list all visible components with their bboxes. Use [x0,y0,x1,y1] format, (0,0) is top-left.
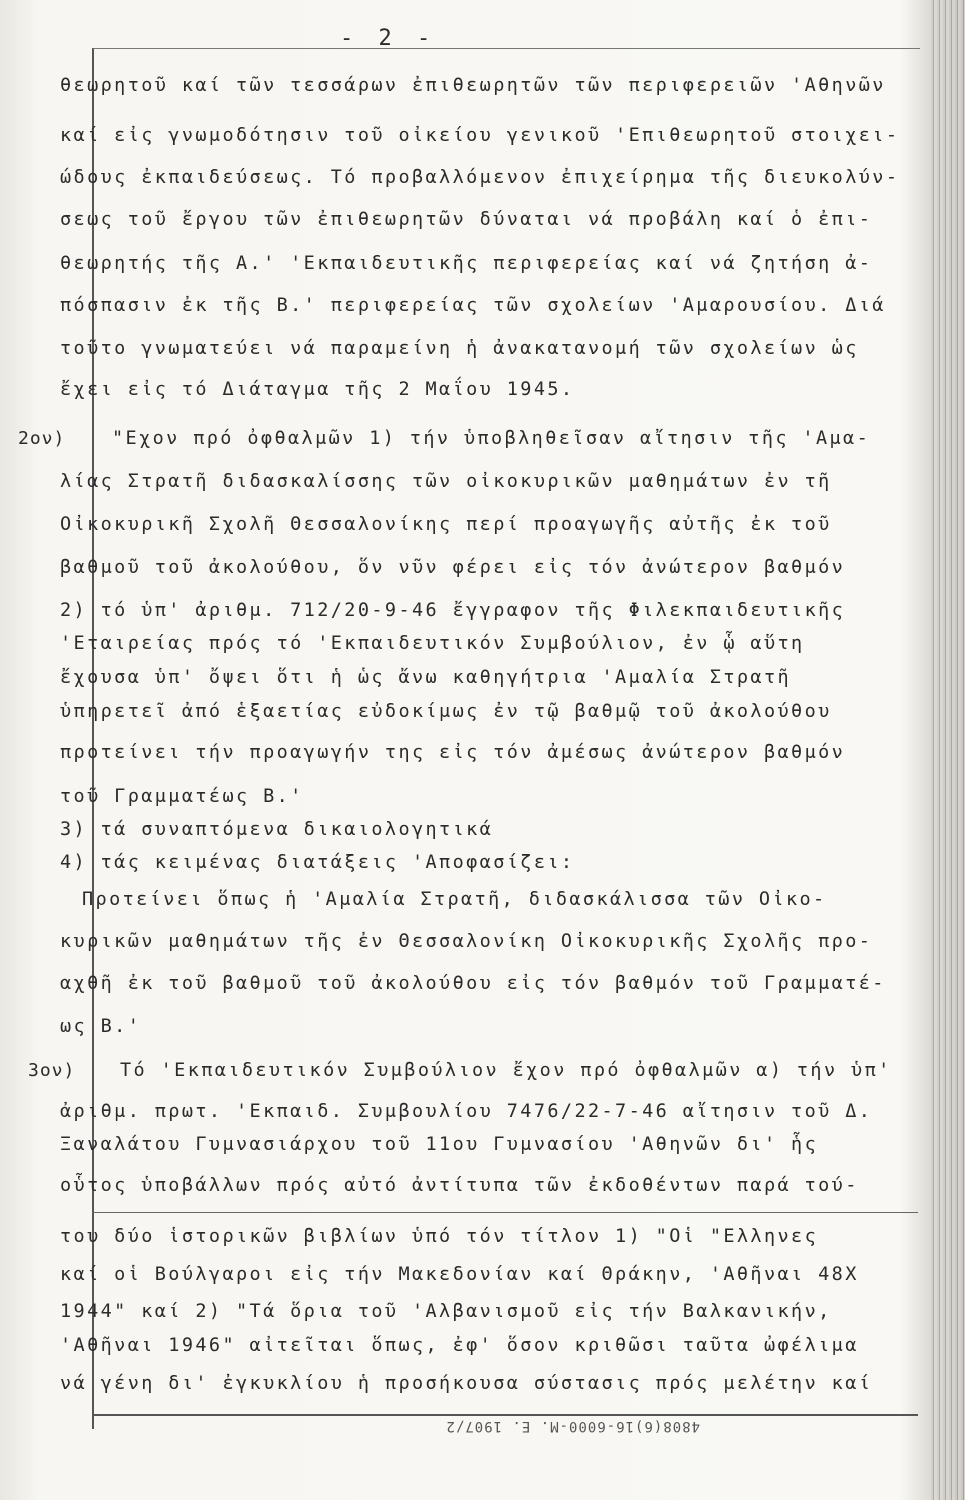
text-line: οὗτος ὑποβάλλων πρός αὐτό ἀντίτυπα τῶν ἐκδοθέντων παρά τού- [60,1175,859,1196]
text-line: καί οἱ Βούλγαροι εἰς τήν Μακεδονίαν καί Θράκην, 'Αθῆναι 48Χ [60,1264,859,1285]
text-line: ώδους ἐκπαιδεύσεως. Τό προβαλλόμενον ἐπιχείρημα τῆς διευκολύν- [60,167,900,188]
text-line: του δύο ἱστορικῶν βιβλίων ὑπό τόν τίτλον 1) "Οἱ "Ελληνες [60,1226,819,1247]
text-line: Ξαναλάτου Γυμνασιάρχου τοῦ 11ου Γυμνασίου 'Αθηνῶν δι' ἧς [60,1134,819,1155]
text-line: τοῦτο γνωματεύει νά παραμείνη ἡ ἀνακατανομή τῶν σχολείων ὡς [60,338,859,359]
frame-bottom-rule [92,1414,918,1416]
text-line: πόσπασιν ἐκ τῆς Β.' περιφερείας τῶν σχολείων 'Αμαρουσίου. Διά [60,295,886,316]
text-line: καί εἰς γνωμοδότησιν τοῦ οἰκείου γενικοῦ 'Επιθεωρητοῦ στοιχει- [60,125,900,146]
text-line: 3) τά συναπτόμενα δικαιολογητικά [60,819,494,840]
text-line: ἔχουσα ὑπ' ὄψει ὅτι ἡ ὡς ἄνω καθηγήτρια 'Αμαλία Στρατῆ [60,667,792,688]
text-line: 4) τάς κειμένας διατάξεις 'Αποφασίζει: [60,852,575,873]
frame-rule [92,1212,918,1213]
text-line: Προτείνει ὅπως ἡ 'Αμαλία Στρατῆ, διδασκάλισσα τῶν Οἰκο- [82,889,827,910]
text-line: Οἰκοκυρικῆ Σχολῆ Θεσσαλονίκης περί προαγωγῆς αὐτῆς ἐκ τοῦ [60,514,832,535]
paragraph-number: 2ον) [18,428,66,449]
text-line: 'Εταιρείας πρός τό 'Εκπαιδευτικόν Συμβούλιον, ἐν ᾧ αὕτη [60,633,805,654]
printer-footer: 4808(6)16-6000-Μ. Ε. 1907/2 [445,1418,700,1434]
text-line: Τό 'Εκπαιδευτικόν Συμβούλιον ἔχον πρό ὀφθαλμῶν α) τήν ὑπ' [120,1060,892,1081]
binding-edge [931,0,965,1500]
text-line: θεωρητοῦ καί τῶν τεσσάρων ἐπιθεωρητῶν τῶν περιφερειῶν 'Αθηνῶν [60,75,886,96]
text-line: ἔχει εἰς τό Διάταγμα τῆς 2 Μαΐου 1945. [60,379,575,400]
paragraph-number: 3ον) [28,1060,76,1081]
text-line: ὑπηρετεῖ ἀπό ἑξαετίας εὐδοκίμως ἐν τῷ βαθμῷ τοῦ ἀκολούθου [60,701,832,722]
text-line: 2) τό ὑπ' ἀριθμ. 712/20-9-46 ἔγγραφον τῆς Φιλεκπαιδευτικῆς [60,600,846,621]
text-line: λίας Στρατῆ διδασκαλίσσης τῶν οἰκοκυρικῶν μαθημάτων ἐν τῆ [60,471,832,492]
page-number: - 2 - [340,26,437,51]
text-line: 'Αθῆναι 1946" αἰτεῖται ὅπως, ἐφ' ὅσον κριθῶσι ταῦτα ὠφέλιμα [60,1335,859,1356]
text-line: 1944" καί 2) "Τά ὅρια τοῦ 'Αλβανισμοῦ εἰς τήν Βαλκανικήν, [60,1301,832,1322]
text-line: προτείνει τήν προαγωγήν της εἰς τόν ἀμέσως ἀνώτερον βαθμόν [60,742,846,763]
text-line: βαθμοῦ τοῦ ἀκολούθου, ὅν νῦν φέρει εἰς τόν ἀνώτερον βαθμόν [60,557,846,578]
text-line: νά γένη δι' ἐγκυκλίου ἡ προσήκουσα σύστασις πρός μελέτην καί [60,1373,873,1394]
text-line: κυρικῶν μαθημάτων τῆς ἐν Θεσσαλονίκη Οἰκοκυρικῆς Σχολῆς προ- [60,931,873,952]
text-line: θεωρητής τῆς Α.' 'Εκπαιδευτικῆς περιφερείας καί νά ζητήση ἀ- [60,253,873,274]
text-line: ἀριθμ. πρωτ. 'Εκπαιδ. Συμβουλίου 7476/22-7-46 αἴτησιν τοῦ Δ. [60,1101,873,1122]
text-line: τοῦ Γραμματέως Β.' [60,786,304,807]
text-line: "Εχον πρό ὀφθαλμῶν 1) τήν ὑποβληθεῖσαν αἴτησιν τῆς 'Αμα- [112,428,871,449]
text-line: ως Β.' [60,1016,142,1037]
text-line: σεως τοῦ ἔργου τῶν ἐπιθεωρητῶν δύναται νά προβάλη καί ὁ ἐπι- [60,209,873,230]
text-line: αχθῆ ἐκ τοῦ βαθμοῦ τοῦ ἀκολούθου εἰς τόν βαθμόν τοῦ Γραμματέ- [60,973,886,994]
